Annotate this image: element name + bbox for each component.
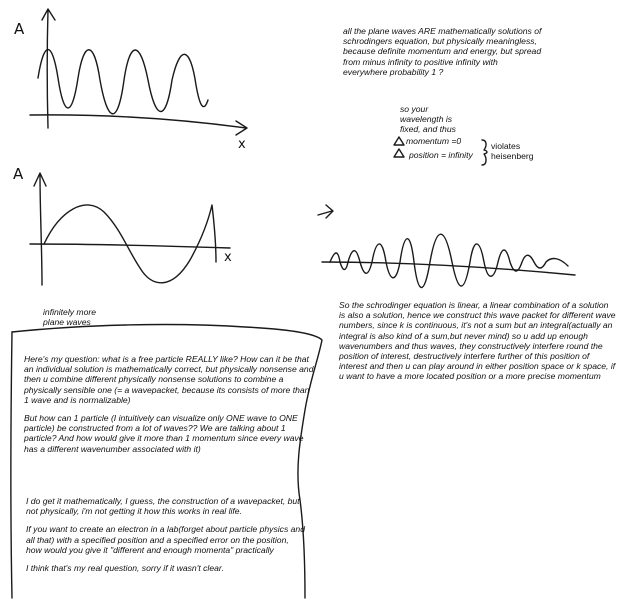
question-p1: Here's my question: what is a free particle REALLY like? How can it be that an individual solution is mathematically correct, but physically nonsense and then u combine different physically nonsense solutions to combine a physically sensible one (= a wavepacket, because its consists of more than 1 wave and is normalizable) [24, 354, 314, 405]
top-x-label: x [238, 137, 246, 152]
mid-x-label: x [224, 250, 232, 265]
top-x-axis [30, 115, 247, 135]
brace-icon [482, 140, 487, 165]
question-p3: I do get it mathematically, I guess, the construction of a wavepacket, but not physically, i'm not getting it how this works in real life. [26, 496, 300, 517]
delta-position-icon [394, 149, 404, 157]
mid-x-axis [30, 244, 230, 248]
question-text [24, 354, 316, 462]
note-plane-waves: all the plane waves ARE mathematically solutions of schrodingers equation, but physically meaningless, because definite momentum and energy, but spread from minus infinity to positive infinity with everywhere probability 1 ? [343, 26, 542, 77]
question-border-left [11, 332, 12, 598]
wavepacket [330, 234, 568, 287]
question-p4: If you want to create an electron in a lab(forget about particle physics and all that) with a specified position and a specified error on the position, how would you give it "different and enough momenta" practically [26, 524, 305, 555]
question-p5: I think that's my real question, sorry if it wasn't clear. [26, 563, 224, 574]
top-y-axis [42, 9, 55, 128]
mid-y-axis [34, 173, 46, 285]
question-text-2 [26, 496, 306, 581]
question-p2: But how can 1 particle (I intuitively can visualize only ONE wave to ONE particle) be constructed from a lot of waves?? We are talking about 1 particle? And how would give it more than 1 momentum since every wave has a different wavenumber associated with it) [24, 413, 304, 454]
note-linear-combination: So the schrodinger equation is linear, a linear combination of a solution is also a solution, hence we construct this wave packet for different wave numbers, since k is continuous, it's not a sum but an integral(actually an integral is also kind of a sum,but never mind) so u add up enough wavenumbers and thus waves, they constructively interfere round the position of interest, destructively interfere further of this position of interest and then u can play around in either position space or k space, if u want to have a more located position or a more precise momentum [339, 300, 616, 382]
note-violates: violates heisenberg [491, 141, 534, 162]
right-arrow-mark [318, 205, 333, 218]
note-infinitely-more: infinitely more plane waves [43, 307, 97, 328]
delta-momentum-icon [394, 137, 404, 145]
note-momentum: momentum =0 [406, 136, 462, 146]
note-position: position = infinity [409, 150, 473, 160]
mid-y-label: A [13, 165, 24, 183]
note-wavelength: so your wavelength is fixed, and thus [400, 104, 456, 135]
top-plane-wave [38, 50, 208, 114]
top-y-label: A [14, 20, 25, 38]
